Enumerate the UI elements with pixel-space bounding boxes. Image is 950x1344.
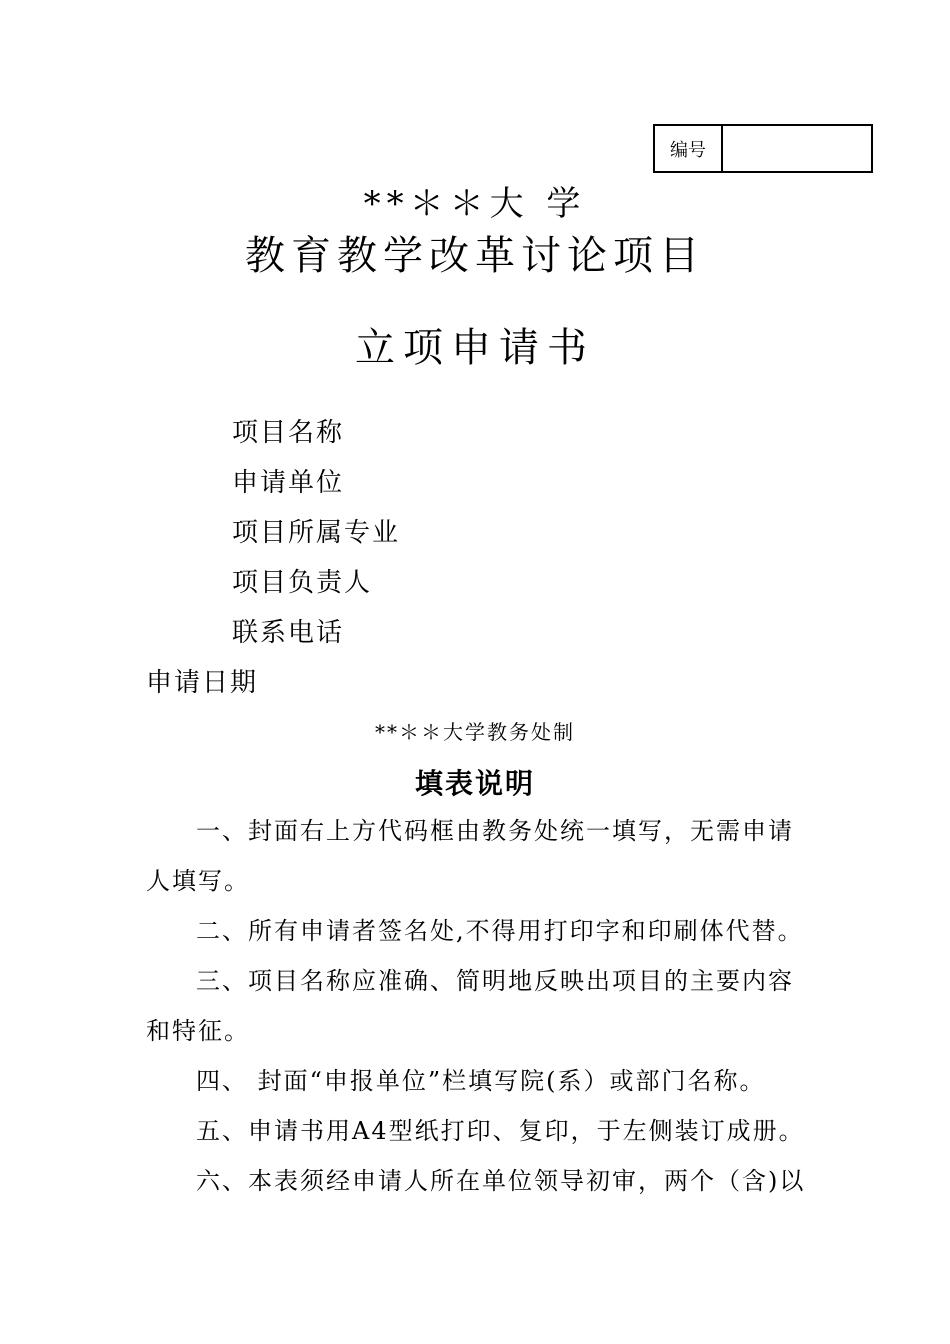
instruction-item: 一、封面右上方代码框由教务处统一填写，无需申请人填写。 bbox=[146, 817, 794, 895]
field-project-leader: 项目负责人 bbox=[232, 568, 373, 598]
producer-line: **＊＊大学教务处制 bbox=[375, 720, 575, 744]
instructions-list bbox=[146, 806, 810, 1206]
field-applicant-unit: 申请单位 bbox=[232, 468, 345, 498]
document-title-line1: 教育教学改革讨论项目 bbox=[245, 233, 705, 279]
university-name: **＊＊大 学 bbox=[363, 184, 587, 224]
instruction-item: 二、所有申请者签名处,不得用打印字和印刷体代替。 bbox=[196, 917, 804, 945]
instructions-title: 填表说明 bbox=[414, 767, 535, 800]
code-value-field[interactable] bbox=[723, 126, 871, 171]
field-contact-phone: 联系电话 bbox=[232, 618, 345, 648]
field-project-name: 项目名称 bbox=[232, 418, 345, 448]
code-box bbox=[653, 124, 873, 173]
field-application-date: 申请日期 bbox=[146, 668, 259, 698]
instruction-item: 六、本表须经申请人所在单位领导初审，两个（含)以 bbox=[196, 1167, 806, 1195]
field-project-major: 项目所属专业 bbox=[232, 518, 401, 548]
code-label: 编号 bbox=[655, 126, 723, 171]
document-title-line2: 立项申请书 bbox=[355, 325, 595, 371]
instruction-item: 三、项目名称应准确、简明地反映出项目的主要内容和特征。 bbox=[146, 967, 794, 1045]
instruction-item: 四、 封面“申报单位”栏填写院(系）或部门名称。 bbox=[196, 1067, 766, 1095]
instruction-item: 五、申请书用A4型纸打印、复印，于左侧装订成册。 bbox=[196, 1117, 805, 1145]
